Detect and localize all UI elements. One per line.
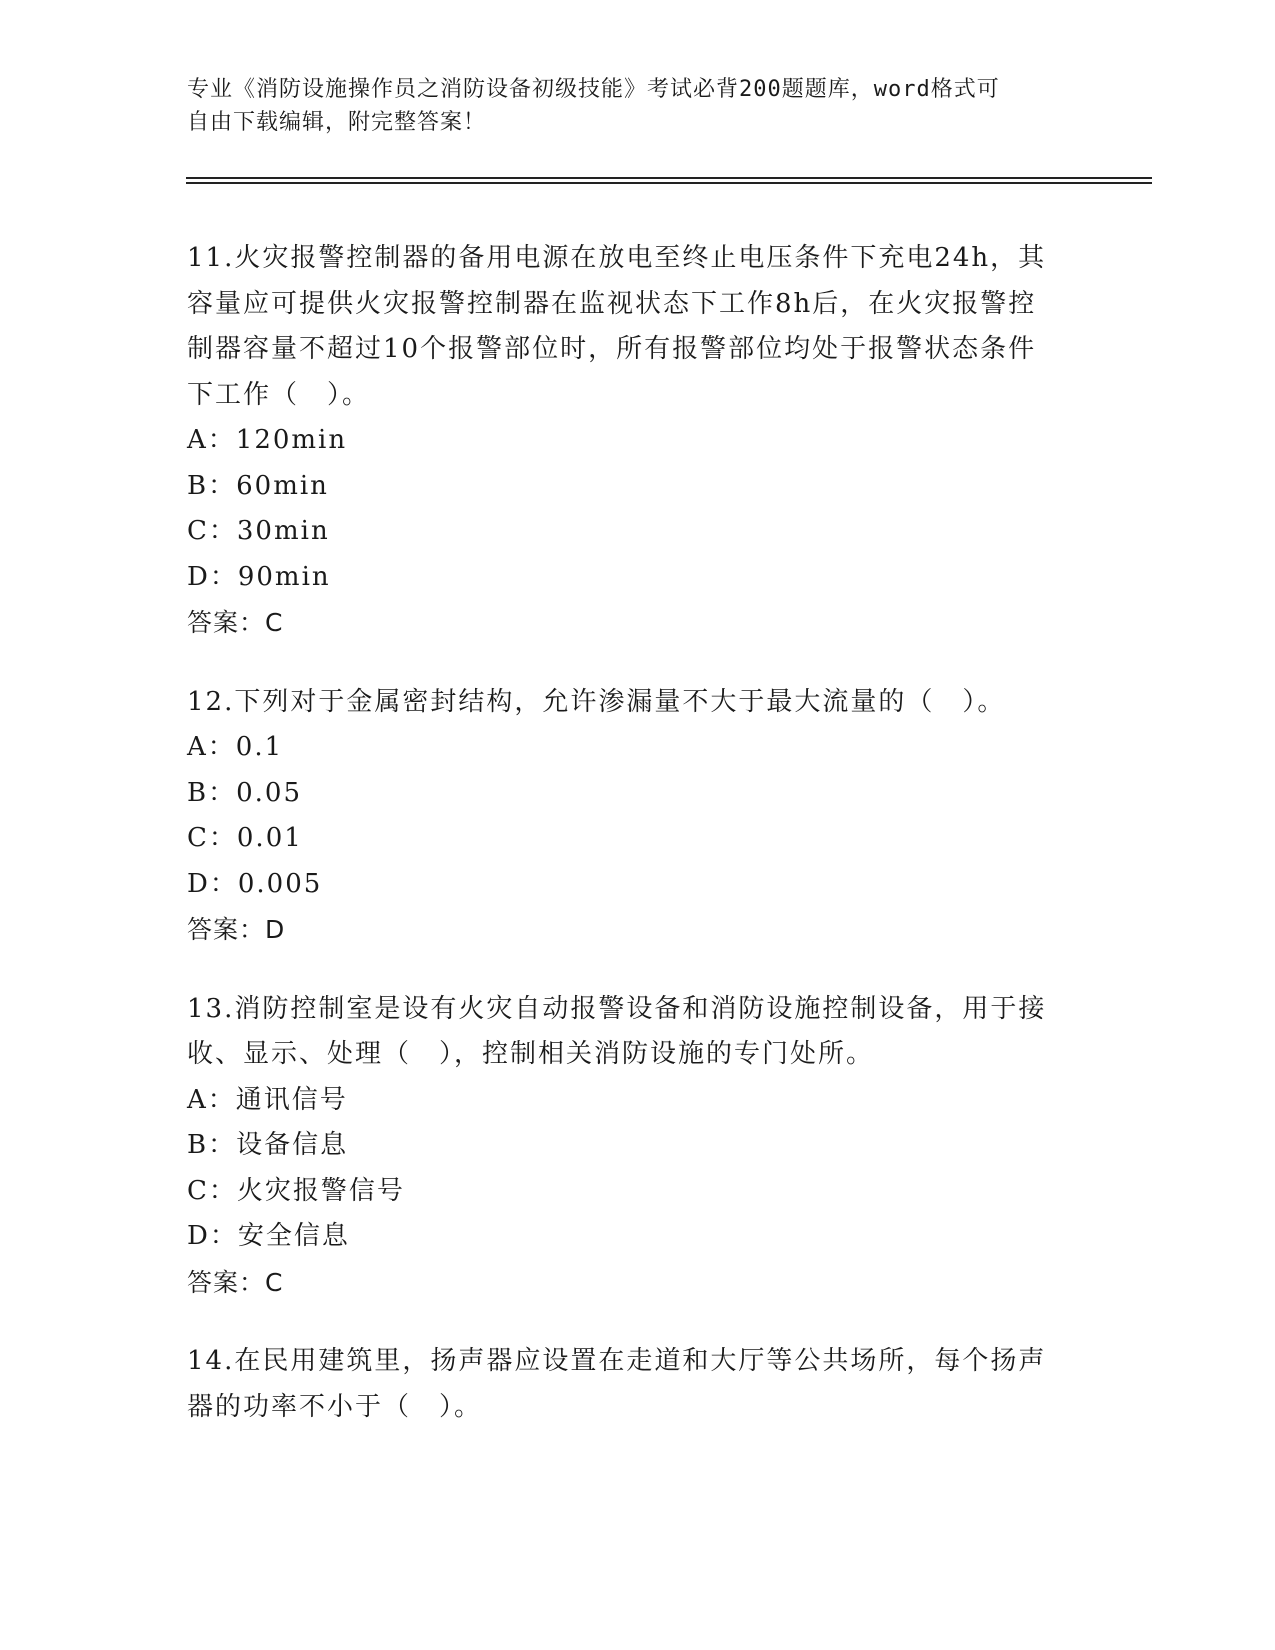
stem-line: 制器容量不超过10个报警部位时，所有报警部位均处于报警状态条件 xyxy=(187,334,1037,364)
question-stem xyxy=(187,680,1077,726)
option-c: C：30min xyxy=(187,516,330,546)
question-stem xyxy=(187,236,1077,418)
header-divider-top xyxy=(186,177,1152,179)
question-14 xyxy=(187,1339,1077,1430)
stem-line: 11.火灾报警控制器的备用电源在放电至终止电压条件下充电24h，其 xyxy=(187,243,1047,273)
header-line-1: 专业《消防设施操作员之消防设备初级技能》考试必背200题题库，word格式可 xyxy=(187,77,1000,102)
option-b: B：0.05 xyxy=(187,777,302,808)
stem-line: 容量应可提供火灾报警控制器在监视状态下工作8h后，在火灾报警控 xyxy=(187,288,1037,319)
option-a: A：通讯信号 xyxy=(187,1084,348,1115)
stem-line: 13.消防控制室是设有火灾自动报警设备和消防设施控制设备，用于接 xyxy=(187,993,1047,1024)
answer-line: 答案：C xyxy=(187,1267,284,1297)
option-d: D：安全信息 xyxy=(187,1221,350,1251)
option-b: B：设备信息 xyxy=(187,1130,349,1160)
stem-line: 收、显示、处理（ ），控制相关消防设施的专门处所。 xyxy=(187,1039,875,1069)
stem-line: 12.下列对于金属密封结构，允许渗漏量不大于最大流量的（ ）。 xyxy=(187,686,1006,717)
option-b: B：60min xyxy=(187,470,329,501)
option-a: A：120min xyxy=(187,425,348,455)
question-stem xyxy=(187,1339,1077,1430)
answer-line: 答案：C xyxy=(187,608,284,637)
stem-line: 下工作（ ）。 xyxy=(187,379,371,410)
option-c: C：0.01 xyxy=(187,823,303,853)
header-line-2: 自由下载编辑，附完整答案！ xyxy=(187,110,487,135)
question-12 xyxy=(187,680,1077,953)
option-d: D：0.005 xyxy=(187,868,323,899)
stem-line: 14.在民用建筑里，扬声器应设置在走道和大厅等公共场所，每个扬声 xyxy=(187,1346,1047,1376)
question-13 xyxy=(187,987,1077,1306)
option-c: C：火灾报警信号 xyxy=(187,1175,405,1206)
answer-line: 答案：D xyxy=(187,915,286,944)
option-a: A：0.1 xyxy=(187,732,284,762)
question-list xyxy=(187,236,1077,1464)
header-divider-bottom xyxy=(186,182,1152,184)
option-d: D：90min xyxy=(187,561,331,592)
question-11 xyxy=(187,236,1077,646)
document-header xyxy=(187,73,1067,139)
question-stem xyxy=(187,987,1077,1078)
stem-line: 器的功率不小于（ ）。 xyxy=(187,1391,483,1422)
